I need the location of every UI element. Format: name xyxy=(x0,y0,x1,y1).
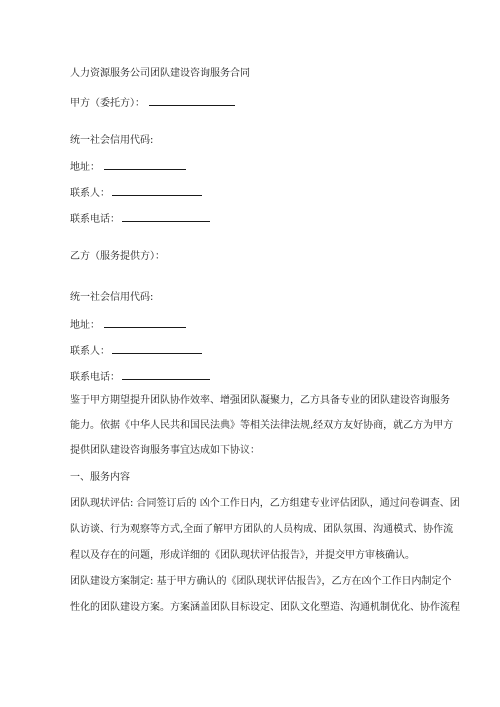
item-1-line-3: 程以及存在的问题，形成详细的《团队现状评估报告》，并提交甲方审核确认。 xyxy=(70,550,415,561)
party-b-address-blank[interactable] xyxy=(104,317,186,328)
item-1-line-1: 团队现状评估: 合同签订后的 凶个工作日内，乙方组建专业评估团队，通过问卷调查、团 xyxy=(70,498,460,509)
party-a-phone-row xyxy=(70,211,210,227)
party-b-phone-blank[interactable] xyxy=(122,369,210,380)
preamble-line-2: 能力。依据《中华人民共和国民法典》等相关法律法规,经双方友好协商，就乙方为甲方 xyxy=(70,420,454,431)
party-a-contact-blank[interactable] xyxy=(112,185,202,196)
party-b-label: 乙方（服务提供方）： xyxy=(70,251,165,262)
contract-title: 人力资源服务公司团队建设咨询服务合同 xyxy=(70,68,250,79)
preamble-line-1: 鉴于甲方期望提升团队协作效率、增强团队凝聚力，乙方具备专业的团队建设咨询服务 xyxy=(70,395,450,406)
party-a-phone-label: 联系电话： xyxy=(70,214,120,225)
party-b-phone-label: 联系电话： xyxy=(70,372,120,383)
party-b-address-row xyxy=(70,317,186,333)
party-b-contact-row xyxy=(70,343,202,359)
party-a-credit-code-label: 统一社会信用代码: xyxy=(70,135,154,146)
party-b-contact-label: 联系人： xyxy=(70,346,110,357)
party-a-contact-row xyxy=(70,185,202,201)
party-b-address-label: 地址： xyxy=(70,320,100,331)
party-a-blank[interactable] xyxy=(149,95,235,106)
party-a-phone-blank[interactable] xyxy=(122,211,210,222)
party-b-contact-blank[interactable] xyxy=(112,343,202,354)
party-b-phone-row xyxy=(70,369,210,385)
party-a-contact-label: 联系人： xyxy=(70,188,110,199)
party-a-address-blank[interactable] xyxy=(104,159,186,170)
preamble-line-3: 提供团队建设咨询服务事宜达成如下协议： xyxy=(70,445,260,456)
party-a-address-row xyxy=(70,159,186,175)
party-a-address-label: 地址： xyxy=(70,162,100,173)
party-a-label: 甲方（委托方）： xyxy=(70,98,145,109)
item-2-line-2: 性化的团队建设方案。方案涵盖团队目标设定、团队文化塑造、沟通机制优化、协作流程 xyxy=(70,602,460,613)
party-b-credit-code-label: 统一社会信用代码: xyxy=(70,292,154,303)
item-2-line-1: 团队建设方案制定: 基于甲方确认的《团队现状评估报告》，乙方在凶个工作日内制定个 xyxy=(70,576,452,587)
section-1-heading: 一、服务内容 xyxy=(70,472,130,483)
item-1-line-2: 队访谈、行为观察等方式,全面了解甲方团队的人员构成、团队氛围、沟通模式、协作流 xyxy=(70,524,454,535)
party-a-row xyxy=(70,95,235,111)
